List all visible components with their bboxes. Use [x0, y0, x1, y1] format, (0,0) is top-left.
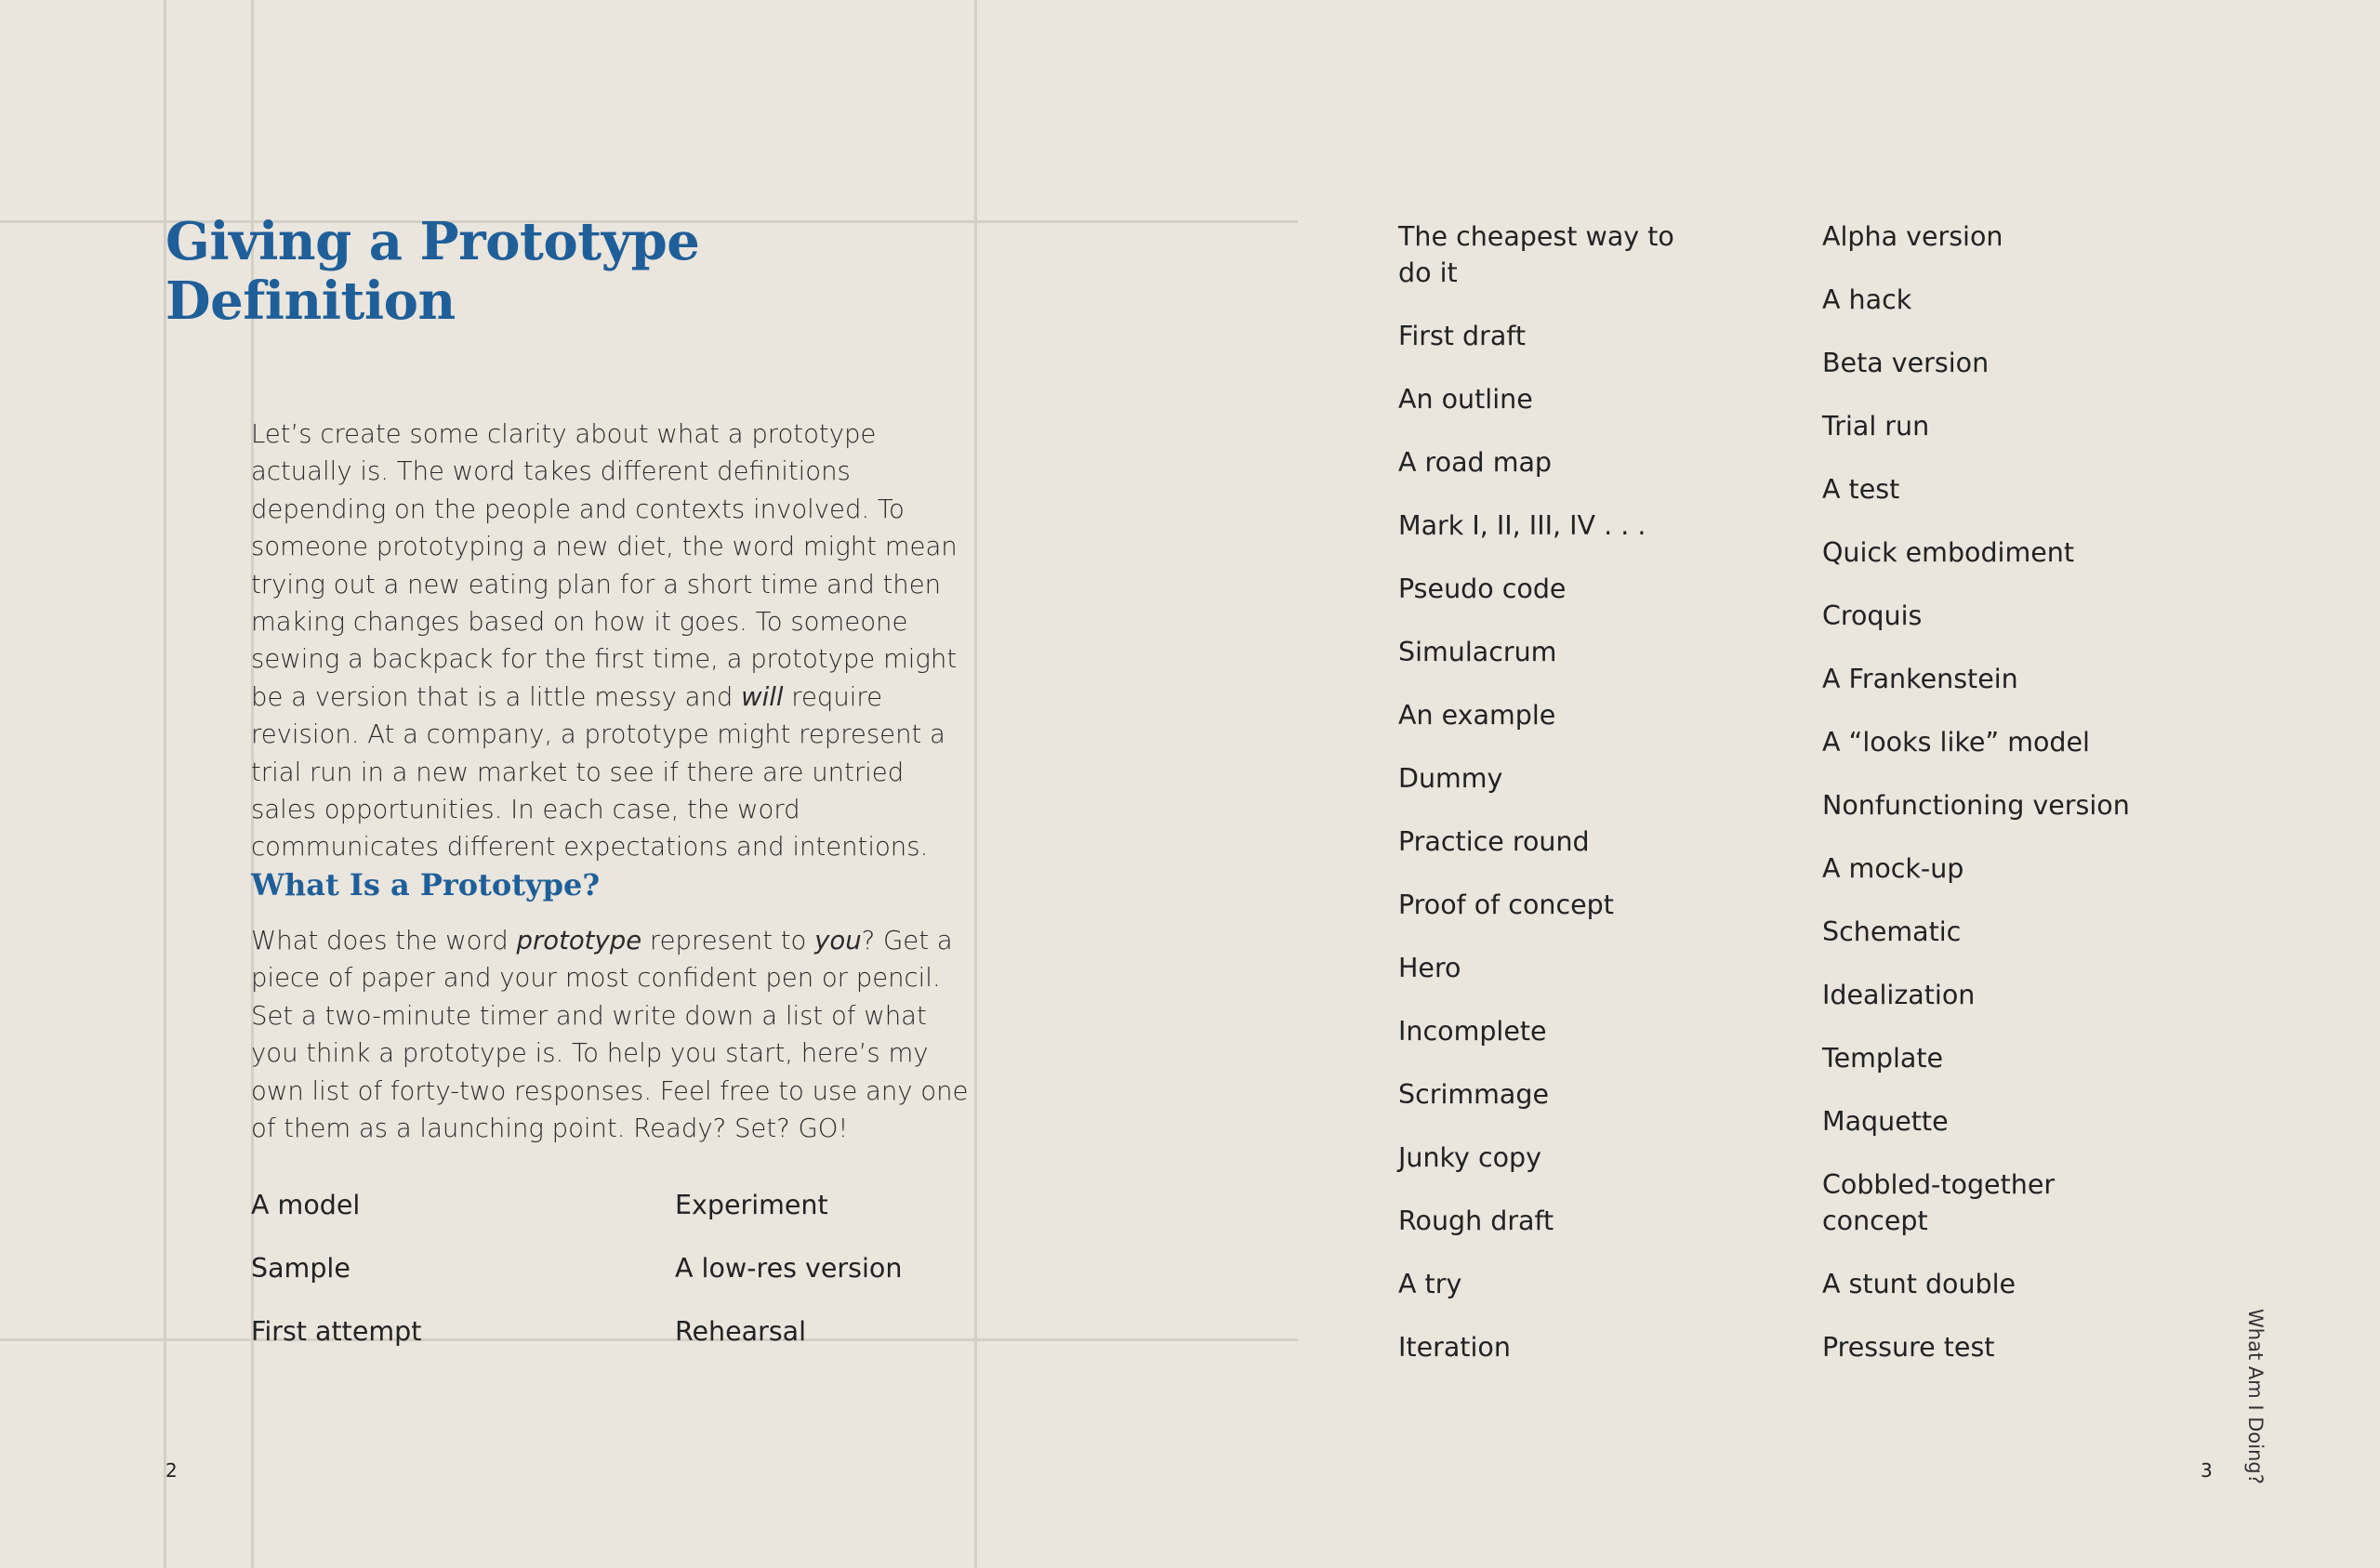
list-item: Maquette — [1822, 1106, 1949, 1137]
exercise-emphasis: prototype — [516, 926, 642, 955]
list-item: Nonfunctioning version — [1822, 790, 2130, 821]
exercise-paragraph — [251, 922, 972, 1147]
list-item: A low-res version — [675, 1253, 903, 1284]
intro-text: Let’s create some clarity about what a prototype actually is. The word takes different definitions depending on the people and contexts involved. To someone prototyping a new diet, the word might mean trying out a new eating plan for a short time and then making changes based on how it goes. To someone sewing a backpack for the first time, a prototype might be a version that is a little messy and — [251, 419, 958, 712]
list-item: Experiment — [675, 1190, 828, 1220]
list-item: A mock-up — [1822, 853, 1964, 884]
list-item: Quick embodiment — [1822, 537, 2075, 568]
list-item: A try — [1398, 1269, 1462, 1299]
response-list-column-4 — [1822, 218, 2213, 1392]
section-heading: What Is a Prototype? — [251, 867, 601, 903]
list-item: Incomplete — [1398, 1016, 1547, 1047]
list-item: An outline — [1398, 384, 1533, 415]
response-list-column-1 — [251, 1187, 623, 1377]
list-item: Iteration — [1398, 1332, 1511, 1363]
list-item: First attempt — [251, 1316, 422, 1347]
list-item: Pseudo code — [1398, 573, 1567, 604]
list-item: The cheapest way to do it — [1398, 221, 1674, 288]
response-list-column-3 — [1398, 218, 1789, 1392]
list-item: First draft — [1398, 321, 1527, 351]
list-item: Beta version — [1822, 348, 1990, 378]
list-item: Practice round — [1398, 826, 1590, 857]
list-item: Hero — [1398, 953, 1461, 983]
list-item: Mark I, II, III, IV . . . — [1398, 510, 1646, 541]
list-item: Cobbled-together concept — [1822, 1169, 2056, 1236]
list-item: An example — [1398, 700, 1556, 731]
list-item: Trial run — [1822, 411, 1930, 441]
intro-text: require revision. At a company, a prototype might represent a trial run in a new market to see if there are untried sales opportunities. In each case, the word communicates different expectations and intentions. — [251, 681, 945, 863]
list-item: Simulacrum — [1398, 637, 1557, 667]
exercise-emphasis: you — [814, 926, 862, 955]
page-number-left: 2 — [165, 1459, 178, 1482]
response-list-column-2 — [675, 1187, 1047, 1377]
page-number-right: 3 — [2201, 1459, 2213, 1482]
list-item: Rough draft — [1398, 1206, 1554, 1236]
exercise-text: ? Get a piece of paper and your most confident pen or pencil. Set a two-minute timer and write down a list of what you think a prototype is. To help you start, here’s my own list of forty-two responses. Feel free to use any one of them as a launching point. Ready? Set? GO! — [251, 926, 969, 1144]
list-item: Template — [1822, 1043, 1944, 1074]
list-item: A road map — [1398, 447, 1553, 478]
exercise-text: What does the word — [251, 926, 517, 955]
page-title — [165, 212, 699, 331]
list-item: Sample — [251, 1253, 350, 1284]
list-item: Rehearsal — [675, 1316, 807, 1347]
list-item: Scrimmage — [1398, 1079, 1550, 1110]
list-item: A “looks like” model — [1822, 727, 2090, 758]
list-item: Pressure test — [1822, 1332, 1995, 1363]
page-title-line: Giving a Prototype — [165, 211, 700, 272]
page-title-line: Definition — [165, 270, 456, 332]
list-item: Alpha version — [1822, 221, 2003, 252]
intro-emphasis: will — [741, 681, 784, 712]
list-item: Dummy — [1398, 763, 1503, 794]
list-item: A model — [251, 1190, 361, 1220]
guide-line-horizontal — [0, 1338, 1298, 1341]
list-item: A test — [1822, 474, 1900, 505]
list-item: Proof of concept — [1398, 889, 1614, 920]
running-head: What Am I Doing? — [2244, 1309, 2267, 1484]
list-item: A hack — [1822, 284, 1912, 315]
list-item: Junky copy — [1398, 1142, 1542, 1173]
list-item: A Frankenstein — [1822, 664, 2018, 694]
list-item: Idealization — [1822, 980, 1976, 1010]
exercise-text: represent to — [641, 926, 815, 955]
intro-paragraph — [251, 415, 972, 866]
list-item: A stunt double — [1822, 1269, 2016, 1299]
list-item: Schematic — [1822, 916, 1962, 947]
list-item: Croquis — [1822, 600, 1923, 631]
